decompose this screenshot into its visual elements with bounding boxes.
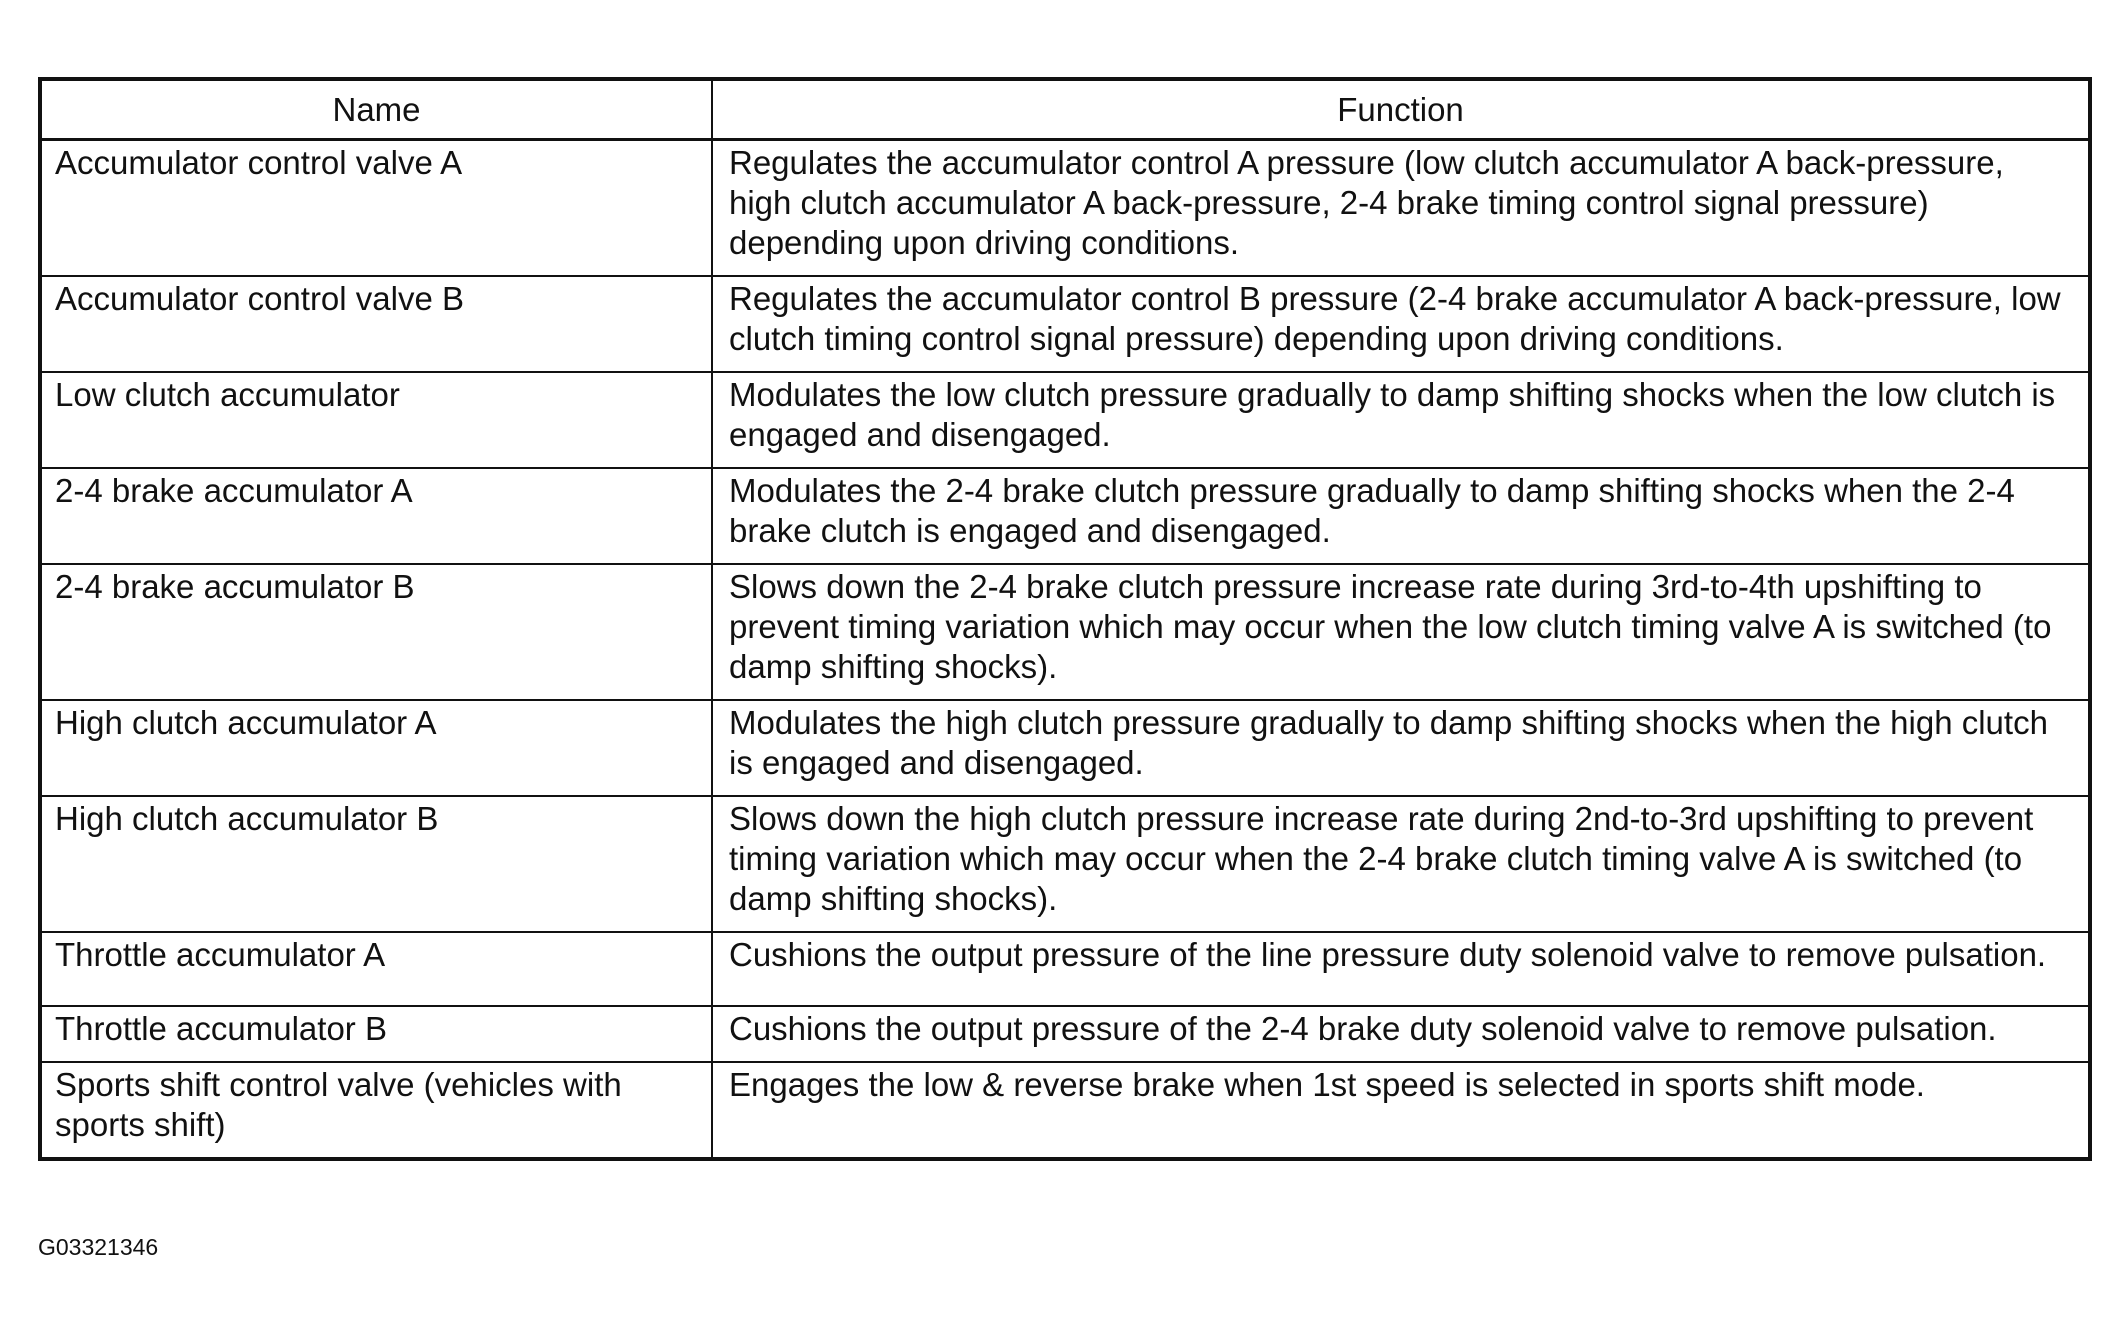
header-name: Name xyxy=(40,79,712,140)
name-cell: Low clutch accumulator xyxy=(40,372,712,468)
function-cell: Regulates the accumulator control B pressure (2-4 brake accumulator A back-pressure, low clutch timing control signal pressure) depending upon driving conditions. xyxy=(712,276,2090,372)
table-row xyxy=(40,468,2090,564)
table-row xyxy=(40,700,2090,796)
header-function: Function xyxy=(712,79,2090,140)
table-row xyxy=(40,140,2090,277)
name-cell: High clutch accumulator B xyxy=(40,796,712,932)
table-row xyxy=(40,1006,2090,1062)
table-row xyxy=(40,932,2090,1006)
name-cell: Throttle accumulator B xyxy=(40,1006,712,1062)
name-cell: Accumulator control valve A xyxy=(40,140,712,277)
table-row xyxy=(40,372,2090,468)
function-cell: Slows down the high clutch pressure increase rate during 2nd-to-3rd upshifting to prevent timing variation which may occur when the 2-4 brake clutch timing valve A is switched (to damp shifting shocks). xyxy=(712,796,2090,932)
table-row xyxy=(40,1062,2090,1159)
function-cell: Regulates the accumulator control A pressure (low clutch accumulator A back-pressure, high clutch accumulator A back-pressure, 2-4 brake timing control signal pressure) depending upon driving conditions. xyxy=(712,140,2090,277)
function-cell: Cushions the output pressure of the 2-4 brake duty solenoid valve to remove pulsation. xyxy=(712,1006,2090,1062)
valve-function-table-container xyxy=(38,77,2088,1161)
function-cell: Modulates the high clutch pressure gradually to damp shifting shocks when the high clutch is engaged and disengaged. xyxy=(712,700,2090,796)
name-cell: Sports shift control valve (vehicles with sports shift) xyxy=(40,1062,712,1159)
function-cell: Modulates the 2-4 brake clutch pressure gradually to damp shifting shocks when the 2-4 brake clutch is engaged and disengaged. xyxy=(712,468,2090,564)
function-cell: Cushions the output pressure of the line pressure duty solenoid valve to remove pulsation. xyxy=(712,932,2090,1006)
name-cell: High clutch accumulator A xyxy=(40,700,712,796)
function-cell: Engages the low & reverse brake when 1st speed is selected in sports shift mode. xyxy=(712,1062,2090,1159)
name-cell: 2-4 brake accumulator B xyxy=(40,564,712,700)
function-cell: Modulates the low clutch pressure gradually to damp shifting shocks when the low clutch is engaged and disengaged. xyxy=(712,372,2090,468)
name-cell: Accumulator control valve B xyxy=(40,276,712,372)
table-header-row xyxy=(40,79,2090,140)
figure-id: G03321346 xyxy=(38,1234,159,1260)
name-cell: Throttle accumulator A xyxy=(40,932,712,1006)
function-cell: Slows down the 2-4 brake clutch pressure increase rate during 3rd-to-4th upshifting to prevent timing variation which may occur when the low clutch timing valve A is switched (to damp shifting shocks). xyxy=(712,564,2090,700)
table-row xyxy=(40,276,2090,372)
table-row xyxy=(40,796,2090,932)
valve-function-table xyxy=(38,77,2092,1161)
table-row xyxy=(40,564,2090,700)
name-cell: 2-4 brake accumulator A xyxy=(40,468,712,564)
